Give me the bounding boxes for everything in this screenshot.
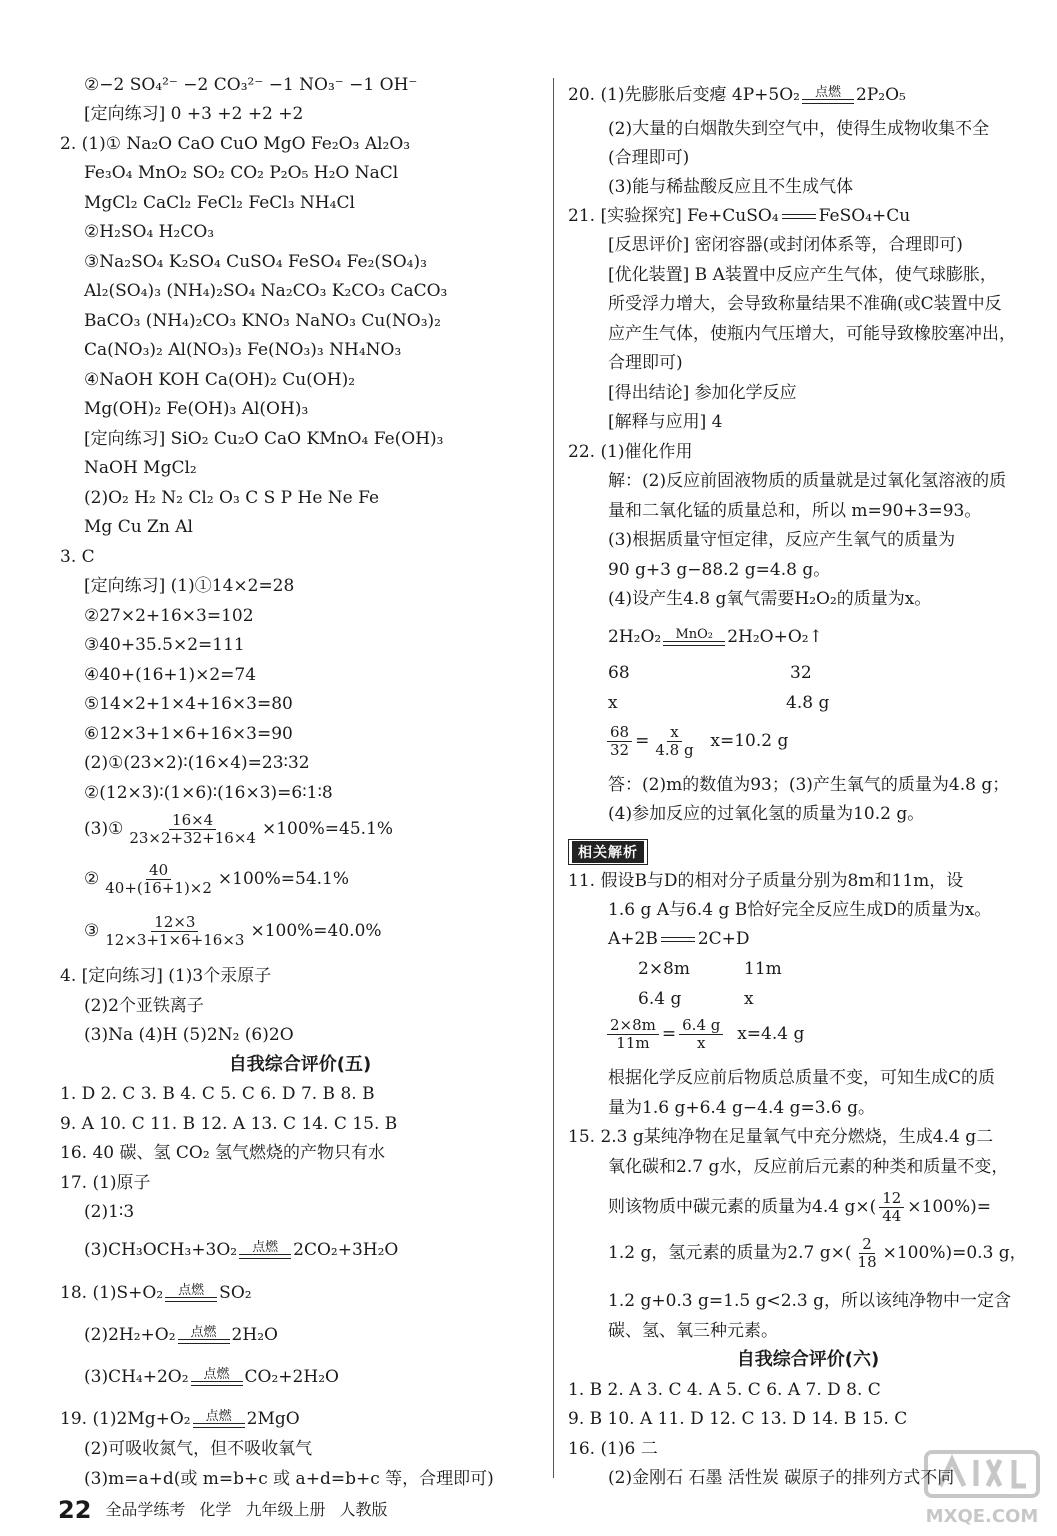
reaction-arrow: [191, 1368, 243, 1386]
fraction: [607, 1017, 659, 1052]
formula-text: 则该物质中碳元素的质量为4.4 g×(: [608, 1197, 877, 1217]
formula-line: [84, 914, 382, 949]
reaction-arrow: [165, 1284, 217, 1302]
text-line: (2)大量的白烟散失到空气中，使得生成物收集不全: [608, 119, 990, 139]
text-line: 应产生气体，使瓶内气压增大，可能导致橡胶塞冲出，: [608, 324, 1016, 344]
text-line: ②27×2+16×3=102: [84, 606, 254, 626]
products: 2CO₂+3H₂O: [293, 1240, 399, 1260]
ratio-value: 2×8m: [638, 959, 690, 979]
item-label: ③: [84, 921, 100, 941]
watermark-text: MXQE.COM: [925, 1506, 1039, 1527]
text-line: (4)设产生4.8 g氧气需要H₂O₂的质量为x。: [608, 589, 932, 609]
result: ×100%=45.1%: [261, 819, 394, 839]
text-line: (3)Na (4)H (5)2N₂ (6)2O: [84, 1025, 294, 1045]
reactants: 18. (1)S+O₂: [60, 1283, 164, 1303]
equation-line: [84, 1239, 398, 1261]
ratio-value: x: [744, 989, 754, 1009]
text-line: (3)m=a+d(或 m=b+c 或 a+d=b+c 等，合理即可): [84, 1469, 494, 1489]
text-line: [优化装置] B A装置中反应产生气体，使气球膨胀，: [608, 265, 997, 285]
text-line: 根据化学反应前后物质总质量不变，可知生成C的质: [608, 1068, 996, 1088]
fraction: [126, 812, 259, 847]
products: CO₂+2H₂O: [244, 1367, 339, 1387]
fraction: [679, 1017, 723, 1052]
text-line: 解：(2)反应前固液物质的质量就是过氧化氢溶液的质: [608, 471, 1007, 491]
fraction: [855, 1236, 880, 1271]
denominator: x: [697, 1034, 706, 1052]
text-line: Mg(OH)₂ Fe(OH)₃ Al(OH)₃: [84, 399, 309, 419]
formula-text: 1.2 g，氢元素的质量为2.7 g×(: [608, 1243, 852, 1263]
text-line: [得出结论] 参加化学反应: [608, 383, 797, 403]
denominator: 18: [857, 1253, 877, 1271]
text-line: (2)可吸收氮气，但不吸收氧气: [84, 1439, 313, 1459]
text-line: 11. 假设B与D的相对分子质量分别为8m和11m，设: [568, 871, 964, 891]
reaction-condition: 点燃: [178, 1283, 205, 1298]
page-number: 22: [58, 1496, 92, 1524]
reactants: (3)CH₃OCH₃+3O₂: [84, 1240, 238, 1260]
text-line: 15. 2.3 g某纯净物在足量氧气中充分燃烧，生成4.4 g二: [568, 1127, 994, 1147]
equation-line: [84, 1366, 339, 1388]
denominator: 32: [610, 741, 630, 759]
item-label: (3)①: [84, 819, 124, 839]
products: FeSO₄+Cu: [818, 206, 911, 226]
text-line: 氧化碳和2.7 g水，反应前后元素的种类和质量不变，: [608, 1157, 1009, 1177]
denominator: 4.8 g: [655, 741, 694, 759]
text-line: 2. (1)① Na₂O CaO CuO MgO Fe₂O₃ Al₂O₃: [60, 134, 411, 154]
numerator: 6.4 g: [679, 1017, 723, 1035]
text-line: BaCO₃ (NH₄)₂CO₃ KNO₃ NaNO₃ Cu(NO₃)₂: [84, 311, 441, 331]
result: ×100%=54.1%: [217, 869, 350, 889]
denominator: 44: [882, 1207, 902, 1225]
reaction-arrow: [663, 628, 725, 646]
formula-line: [608, 1190, 991, 1225]
text-line: 1.6 g A与6.4 g B恰好完全反应生成D的质量为x。: [608, 900, 992, 920]
reaction-condition: MnO₂: [675, 627, 713, 642]
text-line: [定向练习] SiO₂ Cu₂O CaO KMnO₄ Fe(OH)₃: [84, 429, 444, 449]
text-line: 22. (1)催化作用: [568, 442, 693, 462]
denominator: 11m: [616, 1034, 650, 1052]
fraction: [102, 862, 215, 897]
text-line: 合理即可): [608, 353, 683, 373]
reaction-arrow: [193, 1410, 245, 1428]
denominator: 23×2+32+16×4: [129, 829, 256, 847]
numerator: x: [667, 724, 681, 742]
text-line: (2)①(23×2)∶(16×4)=23∶32: [84, 753, 310, 773]
text-line: ②(12×3)∶(1×6)∶(16×3)=6∶1∶8: [84, 783, 333, 803]
section-heading: 自我综合评价(五): [228, 1054, 372, 1075]
text-line: (2)O₂ H₂ N₂ Cl₂ O₃ C S P He Ne Fe: [84, 488, 380, 508]
text-line: ④NaOH KOH Ca(OH)₂ Cu(OH)₂: [84, 370, 356, 390]
products: 2P₂O₅: [856, 85, 906, 105]
text-line: 90 g+3 g−88.2 g=4.8 g。: [608, 560, 831, 580]
equals-sign: [782, 214, 816, 219]
text-line: (2)1∶3: [84, 1202, 135, 1222]
reactants: 20. (1)先膨胀后变瘪 4P+5O₂: [568, 85, 800, 105]
page-footer: [58, 1496, 401, 1524]
equation-line: [84, 1324, 278, 1346]
edition-name: 人教版: [339, 1499, 388, 1519]
reaction-condition: 点燃: [190, 1325, 217, 1340]
text-line: Fe₃O₄ MnO₂ SO₂ CO₂ P₂O₅ H₂O NaCl: [84, 163, 399, 183]
denominator: 12×3+1×6+16×3: [105, 931, 245, 949]
text-line: [定向练习] 0 +3 +2 +2 +2: [84, 104, 304, 124]
text-line: ⑥12×3+1×6+16×3=90: [84, 724, 293, 744]
equation-line: [608, 626, 823, 648]
formula-text: ×100%)=: [907, 1197, 992, 1217]
text-line: ②H₂SO₄ H₂CO₃: [84, 222, 215, 242]
numerator: 2: [859, 1236, 875, 1254]
text-line: (2)金刚石 石墨 活性炭 碳原子的排列方式不同: [608, 1468, 955, 1488]
equation-line: [60, 1408, 300, 1430]
text-line: (合理即可): [608, 148, 690, 168]
numerator: 12×3: [151, 914, 198, 932]
reaction-arrow: [802, 86, 854, 104]
watermark-logo: [918, 1446, 1046, 1530]
text-line: 答：(2)m的数值为93；(3)产生氧气的质量为4.8 g；: [608, 775, 1010, 795]
equation-line: [608, 928, 750, 950]
equals-sign: [661, 937, 695, 942]
related-analysis-tag: [568, 839, 648, 865]
products: 2H₂O: [231, 1325, 278, 1345]
ratio-value: 6.4 g: [638, 989, 682, 1009]
reaction-condition: 点燃: [252, 1240, 279, 1255]
result: ×100%=40.0%: [250, 921, 382, 941]
reactants: 21. [实验探究] Fe+CuSO₄: [568, 206, 779, 226]
text-line: MgCl₂ CaCl₂ FeCl₂ FeCl₃ NH₄Cl: [84, 193, 355, 213]
reaction-condition: 点燃: [205, 1409, 232, 1424]
reaction-condition: 点燃: [203, 1367, 230, 1382]
text-line: (3)能与稀盐酸反应且不生成气体: [608, 177, 854, 197]
numerator: 68: [607, 724, 632, 742]
text-line: (3)根据质量守恒定律，反应产生氧气的质量为: [608, 530, 956, 550]
text-line: [反思评价] 密闭容器(或封闭体系等，合理即可): [608, 235, 963, 255]
text-line: ③Na₂SO₄ K₂SO₄ CuSO₄ FeSO₄ Fe₂(SO₄)₃: [84, 252, 427, 272]
fraction: [607, 724, 632, 759]
numerator: 2×8m: [607, 1017, 659, 1035]
text-line: 量和二氧化锰的质量总和，所以 m=90+3=93。: [608, 501, 982, 521]
text-line: Mg Cu Zn Al: [84, 517, 193, 537]
formula-line: $\frac{2\times 8m}{11m}$ = $\frac{6.4 g}{x}$ x=4.4 g: [604, 1017, 804, 1052]
ratio-value: 4.8 g: [786, 693, 830, 713]
text-line: ⑤14×2+1×4+16×3=80: [84, 694, 293, 714]
text-line: 1. B 2. A 3. C 4. A 5. C 6. A 7. D 8. C: [568, 1380, 881, 1400]
denominator: 40+(16+1)×2: [105, 879, 212, 897]
numerator: 16×4: [169, 812, 216, 830]
grade-name: 九年级上册: [245, 1499, 326, 1519]
text-line: (4)参加反应的过氧化氢的质量为10.2 g。: [608, 804, 925, 824]
text-line: ②−2 SO₄²⁻ −2 CO₃²⁻ −1 NO₃⁻ −1 OH⁻: [84, 75, 418, 95]
text-line: 量为1.6 g+6.4 g−4.4 g=3.6 g。: [608, 1098, 876, 1118]
reactants: 2H₂O₂: [608, 627, 662, 647]
products: SO₂: [219, 1283, 252, 1303]
text-line: 1. D 2. C 3. B 4. C 5. C 6. D 7. B 8. B: [60, 1084, 375, 1104]
text-line: Al₂(SO₄)₃ (NH₄)₂SO₄ Na₂CO₃ K₂CO₃ CaCO₃: [84, 281, 448, 301]
products: 2MgO: [246, 1409, 300, 1429]
formula-line: [84, 812, 393, 847]
text-line: 9. A 10. C 11. B 12. A 13. C 14. C 15. B: [60, 1114, 398, 1134]
numerator: 12: [879, 1190, 904, 1208]
fraction: [879, 1190, 904, 1225]
reactants: A+2B: [608, 929, 658, 949]
tag-label: 相关解析: [572, 841, 644, 863]
section-heading: 自我综合评价(六): [736, 1349, 880, 1370]
fraction: [652, 724, 696, 759]
formula-text: ×100%)=0.3 g，: [882, 1243, 1027, 1263]
formula-line: [84, 862, 349, 897]
text-line: [解释与应用] 4: [608, 412, 723, 432]
item-label: ②: [84, 869, 100, 889]
reaction-condition: 点燃: [814, 85, 841, 100]
text-line: [定向练习] (1)①14×2=28: [84, 576, 295, 596]
ratio-value: x: [608, 693, 618, 713]
numerator: 40: [146, 862, 171, 880]
reactants: 19. (1)2Mg+O₂: [60, 1409, 191, 1429]
column-divider: [553, 78, 554, 1478]
text-line: 碳、氢、氧三种元素。: [608, 1321, 778, 1341]
text-line: NaOH MgCl₂: [84, 458, 197, 478]
text-line: 9. B 10. A 11. D 12. C 13. D 14. B 15. C: [568, 1409, 908, 1429]
products: 2H₂O+O₂↑: [727, 627, 823, 647]
reaction-arrow: [239, 1241, 291, 1259]
text-line: 所受浮力增大，会导致称量结果不准确(或C装置中反: [608, 294, 1002, 314]
reaction-arrow: [178, 1326, 230, 1344]
result: x=4.4 g: [737, 1024, 805, 1044]
ratio-value: 68: [608, 663, 630, 683]
text-line: 1.2 g+0.3 g=1.5 g<2.3 g，所以该纯净物中一定含: [608, 1291, 1012, 1311]
text-line: ④40+(16+1)×2=74: [84, 665, 257, 685]
text-line: 17. (1)原子: [60, 1173, 151, 1193]
series-name: 全品学练考: [105, 1499, 186, 1519]
text-line: 3. C: [60, 547, 95, 567]
reactants: (3)CH₄+2O₂: [84, 1367, 189, 1387]
equation-line: [60, 1282, 252, 1304]
ratio-value: 32: [790, 663, 812, 683]
formula-line: [608, 1236, 1027, 1271]
text-line: (2)2个亚铁离子: [84, 996, 204, 1016]
subject-name: 化学: [199, 1499, 232, 1519]
text-line: 16. (1)6 二: [568, 1439, 658, 1459]
result: x=10.2 g: [710, 731, 789, 751]
ratio-value: 11m: [744, 959, 782, 979]
text-line: 4. [定向练习] (1)3个汞原子: [60, 966, 272, 986]
text-line: 16. 40 碳、氢 CO₂ 氢气燃烧的产物只有水: [60, 1143, 386, 1163]
formula-line: $\frac{68}{32}$ = $\frac{x}{4.8 g}$ x=10.2 g: [604, 724, 788, 759]
text-line: Ca(NO₃)₂ Al(NO₃)₃ Fe(NO₃)₃ NH₄NO₃: [84, 340, 402, 360]
equation-line: [568, 84, 906, 106]
reactants: (2)2H₂+O₂: [84, 1325, 176, 1345]
equation-line: [568, 205, 910, 227]
text-line: ③40+35.5×2=111: [84, 635, 245, 655]
fraction: [102, 914, 247, 949]
products: 2C+D: [697, 929, 750, 949]
